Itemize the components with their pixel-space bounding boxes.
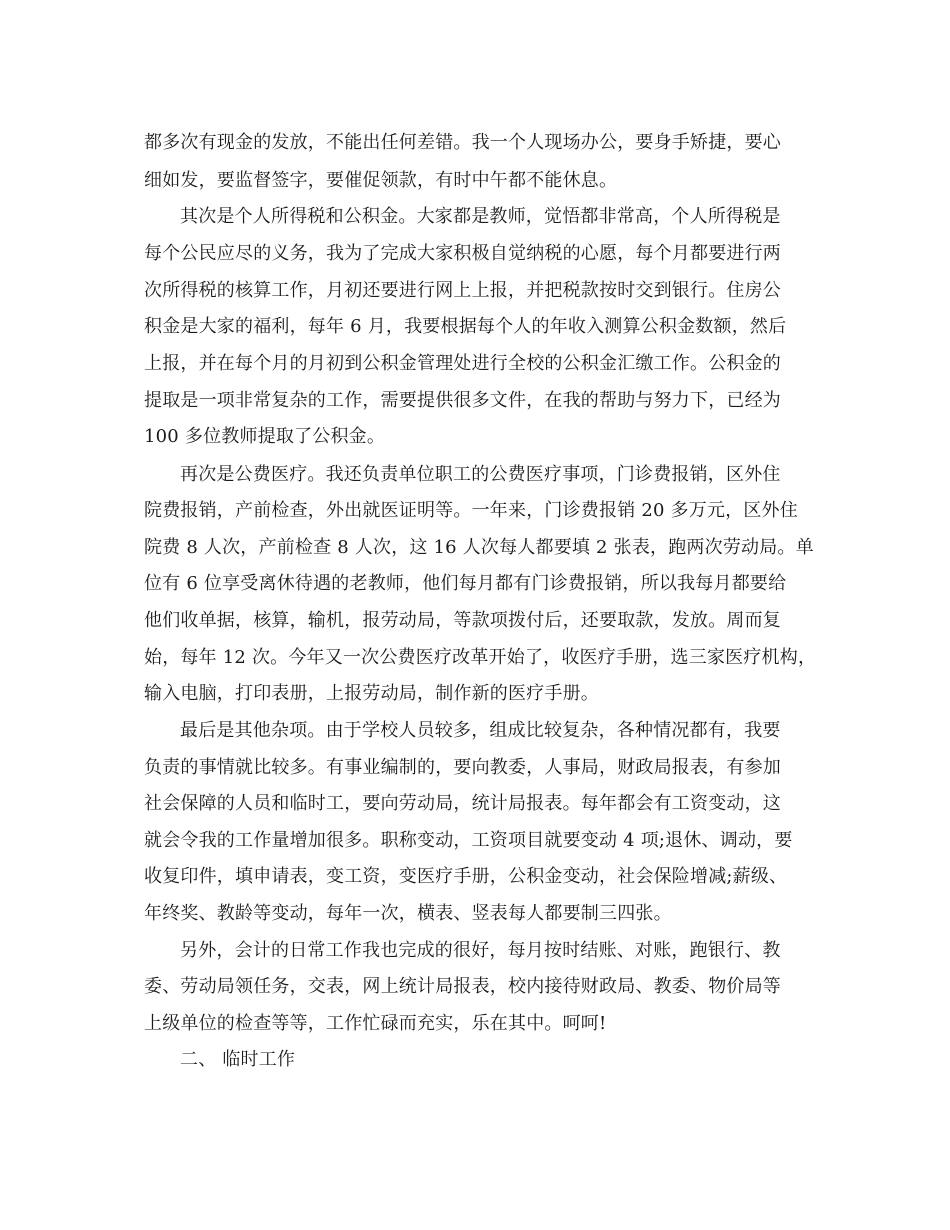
text-line: 就会令我的工作量增加很多。职称变动，工资项目就要变动 4 项;退休、调动，要 [144,830,793,851]
text-line: 院费 8 人次，产前检查 8 人次，这 16 人次每人都要填 2 张表，跑两次劳动局。单 [144,537,814,558]
text-line: 负责的事情就比较多。有事业编制的，要向教委，人事局，财政局报表，有参加 [144,757,781,778]
paragraph-start-line: 另外，会计的日常工作我也完成的很好，每月按时结账、对账，跑银行、教 [180,940,781,961]
text-line: 社会保障的人员和临时工，要向劳动局，统计局报表。每年都会有工资变动，这 [144,793,781,814]
text-line: 委、劳动局领任务，交表，网上统计局报表，校内接待财政局、教委、物价局等 [144,976,781,997]
text-line: 积金是大家的福利，每年 6 月，我要根据每个人的年收入测算公积金数额，然后 [144,316,787,337]
text-line: 100 多位教师提取了公积金。 [144,426,386,447]
paragraph-start-line: 再次是公费医疗。我还负责单位职工的公费医疗事项，门诊费报销，区外住 [180,464,781,485]
text-line: 都多次有现金的发放，不能出任何差错。我一个人现场办公，要身手矫捷，要心 [144,132,781,153]
text-line: 始，每年 12 次。今年又一次公费医疗改革开始了，收医疗手册，选三家医疗机构， [144,647,817,668]
text-line: 输入电脑，打印表册，上报劳动局，制作新的医疗手册。 [144,683,599,704]
text-line: 上报，并在每个月的月初到公积金管理处进行全校的公积金汇缴工作。公积金的 [144,353,781,374]
text-line: 上级单位的检查等等，工作忙碌而充实，乐在其中。呵呵! [144,1013,607,1034]
section-heading: 二、 临时工作 [180,1049,296,1070]
text-line: 每个公民应尽的义务，我为了完成大家积极自觉纳税的心愿，每个月都要进行两 [144,243,781,264]
text-line: 他们收单据，核算，输机，报劳动局，等款项拨付后，还要取款，发放。周而复 [144,610,781,631]
text-line: 细如发，要监督签字，要催促领款，有时中午都不能休息。 [144,170,618,191]
text-line: 年终奖、教龄等变动，每年一次，横表、竖表每人都要制三四张。 [144,903,672,924]
text-line: 院费报销，产前检查，外出就医证明等。一年来，门诊费报销 20 多万元，区外住 [144,500,798,521]
text-line: 提取是一项非常复杂的工作，需要提供很多文件，在我的帮助与努力下，已经为 [144,390,781,411]
text-line: 位有 6 位享受离休待遇的老教师，他们每月都有门诊费报销，所以我每月都要给 [144,573,787,594]
paragraph-start-line: 最后是其他杂项。由于学校人员较多，组成比较复杂，各种情况都有，我要 [180,720,781,741]
text-line: 收复印件，填申请表，变工资，变医疗手册，公积金变动，社会保险增减;薪级、 [144,866,788,887]
text-line: 次所得税的核算工作，月初还要进行网上上报，并把税款按时交到银行。住房公 [144,280,781,301]
paragraph-start-line: 其次是个人所得税和公积金。大家都是教师，觉悟都非常高，个人所得税是 [180,206,781,227]
